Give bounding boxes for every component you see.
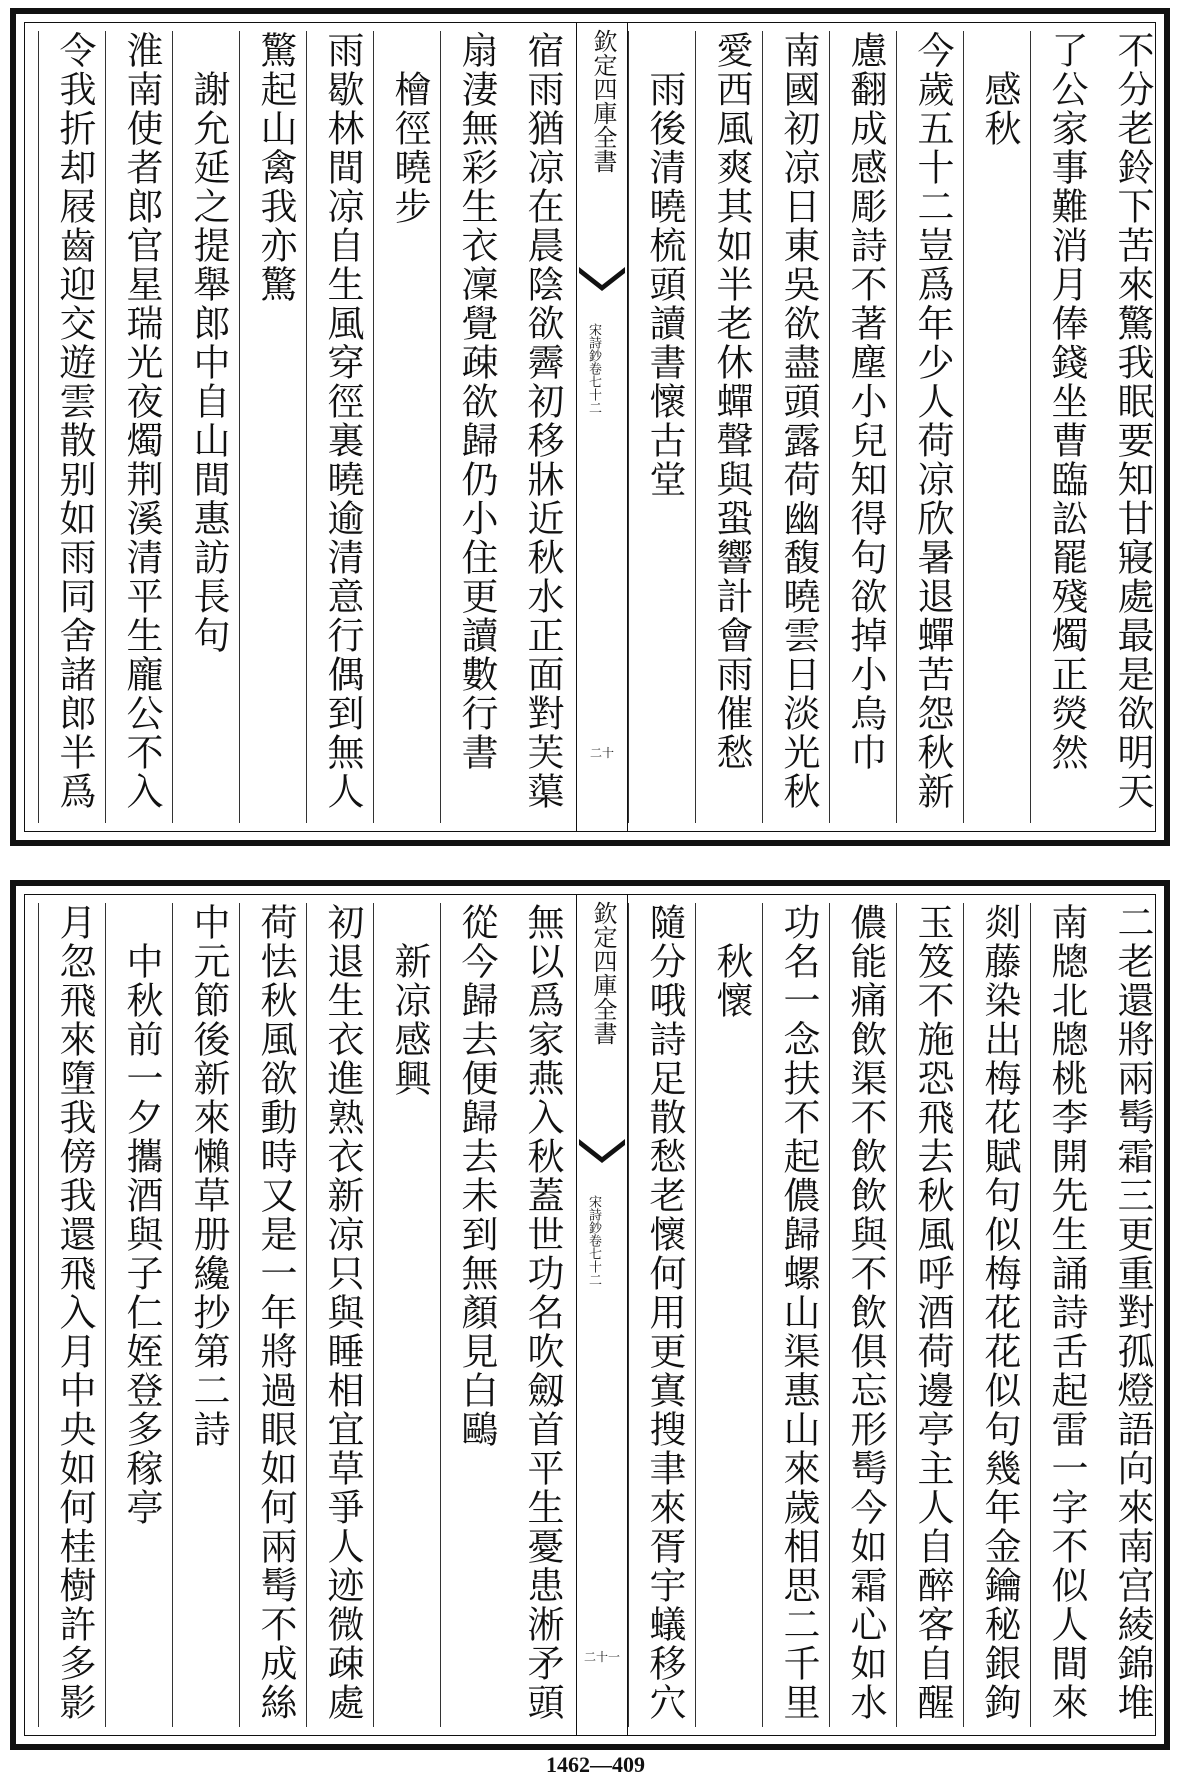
center-gutter: [576, 895, 628, 1735]
text-column: 荷怯秋風欲動時又是一年將過眼如何兩髩不成絲: [239, 903, 307, 1727]
text-column: 南國初凉日東吳欲盡頭露荷幽馥曉雲日淡光秋: [762, 31, 830, 823]
leaf-number: 二十: [589, 746, 614, 760]
library-title: 欽定四庫全書: [589, 29, 617, 173]
text-column: 驚起山禽我亦驚: [239, 31, 307, 823]
text-column: 愛西風爽其如半老休蟬聲與蛩響計會雨催愁: [695, 31, 763, 823]
text-column: 初退生衣進熟衣新凉只與睡相宜草爭人迹微疎處: [306, 903, 374, 1727]
volume-label: 宋詩鈔卷七十二: [586, 323, 601, 414]
text-column: 功名一念扶不起儂歸螺山渠惠山來歲相思二千里: [762, 903, 830, 1727]
poem-title: 感秋: [963, 31, 1031, 823]
bottom-page-frame: [24, 894, 1156, 1736]
text-column: 今歲五十二豈爲年少人荷凉欣暑退蟬苦怨秋新: [896, 31, 964, 823]
top-page: [10, 8, 1170, 846]
center-gutter: [576, 23, 628, 831]
poem-title: 秋懷: [695, 903, 763, 1727]
text-column: 從今歸去便歸去未到無顏見白鷗: [440, 903, 508, 1727]
text-column: 令我折却屐齒迎交遊雲散别如雨同舍諸郎半爲: [38, 31, 106, 823]
text-column: 儂能痛飲渠不飲飲與不飲俱忘形髩今如霜心如水: [829, 903, 897, 1727]
text-column: 月忽飛來墮我傍我還飛入月中央如何桂樹許多影: [38, 903, 106, 1727]
poem-title: 雨後清曉梳頭讀書懷古堂: [628, 31, 696, 823]
text-column: 中元節後新來懶草册纔抄第二詩: [172, 903, 240, 1727]
text-column: 宿雨猶凉在晨陰欲霽初移牀近秋水正面對芙蕖: [521, 31, 564, 811]
text-column: 南牕北牕桃李開先生誦詩舌起雷一字不似人間來: [1030, 903, 1098, 1727]
poem-title: 中秋前一夕攜酒與子仁姪登多稼亭: [105, 903, 173, 1727]
volume-label: 宋詩鈔卷七十二: [586, 1195, 601, 1286]
poem-title: 新凉感興: [373, 903, 441, 1727]
fish-tail-mark-icon: [577, 263, 627, 293]
text-column: 淮南使者郎官星瑞光夜燭荆溪清平生龐公不入: [105, 31, 173, 823]
top-page-frame: [24, 22, 1156, 832]
poem-title: 檜徑曉步: [373, 31, 441, 823]
text-column: 雨歇林間凉自生風穿徑裏曉逾清意行偶到無人: [306, 31, 374, 823]
text-column: 慮翻成感彫詩不著塵小兒知得句欲掉小烏巾: [829, 31, 897, 823]
bottom-page: [10, 880, 1170, 1750]
fish-tail-mark-icon: [577, 1135, 627, 1165]
text-column: 無以爲家燕入秋蓋世功名吹劔首平生憂患淅矛頭: [521, 903, 564, 1722]
text-column: 二老還將兩髩霜三更重對孤燈語向來南宫綾錦堆: [1111, 903, 1154, 1722]
text-column: 玉笈不施恐飛去秋風呼酒荷邊亭主人自醉客自醒: [896, 903, 964, 1727]
library-title: 欽定四庫全書: [589, 901, 617, 1045]
text-column: 不分老鈴下苦來驚我眠要知甘寢處最是欲明天: [1111, 31, 1154, 811]
leaf-number: 二十一: [583, 1650, 620, 1664]
page-reference-number: 1462—409: [546, 1752, 645, 1777]
text-column: 剡藤染出梅花賦句似梅花花似句幾年金鑰秘銀鉤: [963, 903, 1031, 1727]
text-column: 扇淒無彩生衣凜覺疎欲歸仍小住更讀數行書: [440, 31, 508, 823]
text-column: 隨分哦詩足散愁老懷何用更寘搜聿來胥宇蟻移穴: [628, 903, 696, 1727]
poem-title: 謝允延之提舉郎中自山間惠訪長句: [172, 31, 240, 823]
text-column: 了公家事難消月俸錢坐曹臨訟罷殘燭正熒然: [1030, 31, 1098, 823]
